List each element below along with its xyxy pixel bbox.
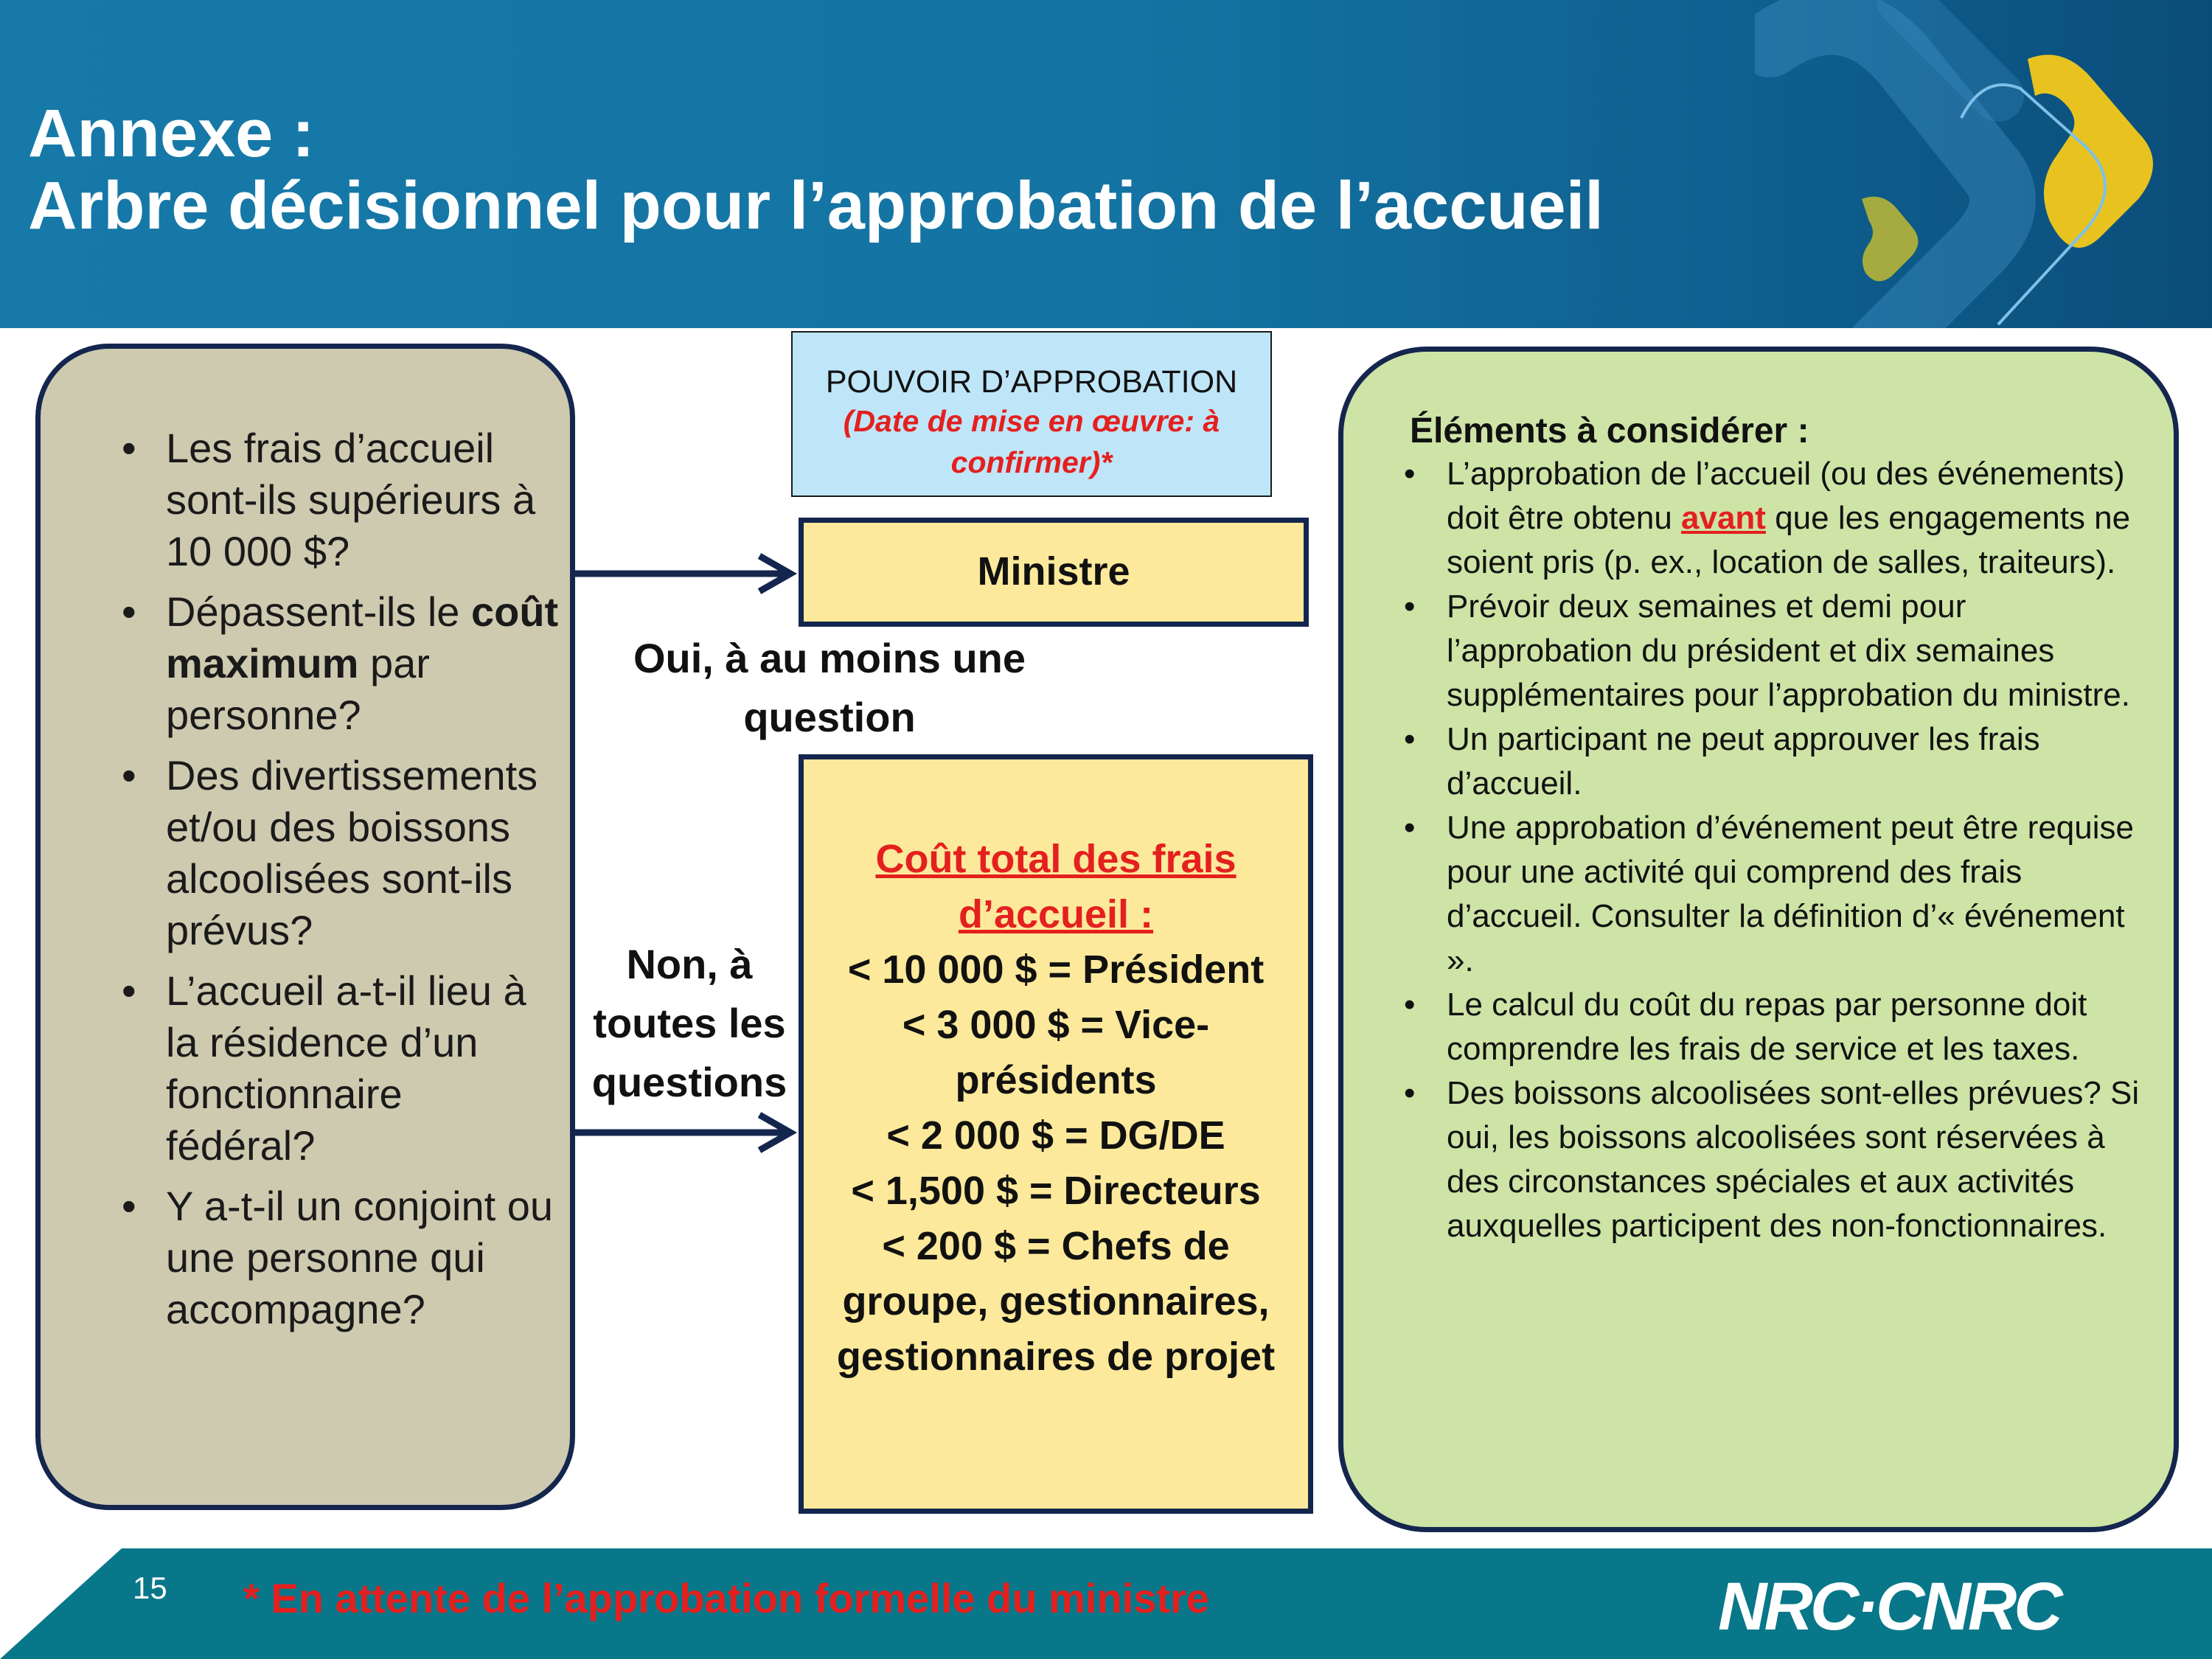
questions-list — [81, 422, 560, 1344]
list-item: • Prévoir deux semaines et demi pour l’approbation du président et dix semaines supplémentaires pour l’approbation du ministre. — [1404, 588, 2130, 713]
considerations-title: Éléments à considérer : — [1410, 411, 1809, 451]
page-title — [28, 97, 1604, 242]
chevron-decoration-icon — [1755, 0, 2212, 328]
approval-authority-box — [791, 331, 1272, 497]
ministre-box: Ministre — [799, 518, 1309, 627]
cost-threshold-line: < 200 $ = Chefs de groupe, gestionnaires, gestionnaires de projet — [836, 1224, 1276, 1379]
title-line-2: Arbre décisionnel pour l’approbation de l’accueil — [28, 168, 1604, 243]
considerations-list — [1388, 452, 2140, 1248]
list-item: • Le calcul du coût du repas par personne doit comprendre les frais de service et les taxes. — [1404, 987, 2087, 1067]
cost-threshold-lines — [804, 942, 1308, 1385]
cost-threshold-line: < 3 000 $ = Vice-présidents — [902, 1003, 1210, 1102]
question-item: • Dépassent-ils le coût maximum par personne? — [122, 588, 559, 738]
cost-threshold-line: < 1,500 $ = Directeurs — [851, 1169, 1261, 1213]
approval-authority-title: POUVOIR D’APPROBATION — [825, 364, 1238, 400]
svg-text:NRC·CNRC: NRC·CNRC — [1718, 1571, 2060, 1641]
approval-authority-date: (Date de mise en œuvre: à confirmer)* — [843, 404, 1220, 479]
list-item: • Une approbation d’événement peut être requise pour une activité qui comprend des frais d’accueil. Consulter la définition d’« événement ». — [1404, 810, 2134, 978]
branch-label-non: Non, à toutes les questions — [591, 941, 787, 1105]
cost-threshold-line: < 10 000 $ = Président — [847, 947, 1265, 992]
avant-emphasis: avant — [1681, 500, 1766, 536]
list-item: • Un participant ne peut approuver les frais d’accueil. — [1404, 721, 2040, 801]
arrow-to-cout-icon — [575, 1112, 804, 1156]
question-item: • L’accueil a-t-il lieu à la résidence d’un fonctionnaire fédéral? — [122, 967, 526, 1169]
question-item: • Des divertissements et/ou des boissons alcoolisées sont-ils prévus? — [122, 752, 538, 953]
cost-threshold-box — [799, 754, 1313, 1514]
list-item: • Des boissons alcoolisées sont-elles prévues? Si oui, les boissons alcoolisées sont réservées à des circonstances spéciales et aux activités auxquelles participent des non-fonctionnaires. — [1404, 1075, 2140, 1244]
cost-threshold-heading: Coût total des frais d’accueil : — [875, 837, 1237, 936]
slide-number: 15 — [133, 1571, 167, 1605]
title-line-1: Annexe : — [28, 96, 315, 171]
header-banner — [0, 0, 2212, 328]
question-item: • Y a-t-il un conjoint ou une personne qui accompagne? — [122, 1183, 554, 1332]
branch-label-oui: Oui, à au moins une question — [633, 635, 1026, 740]
question-item: • Les frais d’accueil sont-ils supérieurs à 10 000 $? — [122, 425, 536, 574]
footnote: * En attente de l’approbation formelle du ministre — [243, 1575, 1209, 1621]
arrow-to-ministre-icon — [575, 553, 804, 597]
considerations-box — [1338, 347, 2179, 1532]
list-item: • L’approbation de l’accueil (ou des événements) doit être obtenu avant que les engagements ne soient pris (p. ex., location de salles, traiteurs). — [1404, 456, 2131, 580]
cost-threshold-line: < 2 000 $ = DG/DE — [886, 1113, 1225, 1158]
questions-box — [35, 344, 575, 1510]
nrc-cnrc-logo — [1718, 1571, 2087, 1641]
